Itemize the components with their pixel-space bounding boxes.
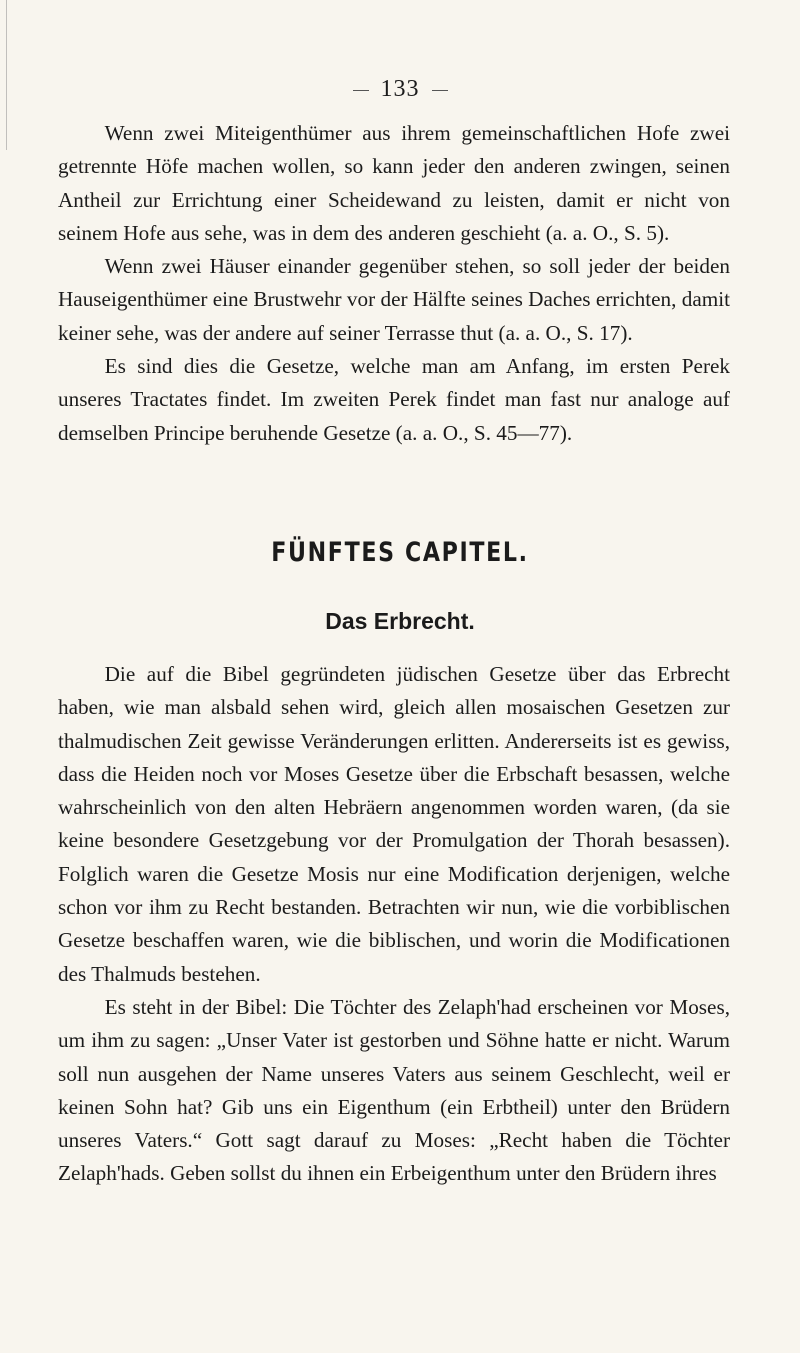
top-text-block — [58, 117, 730, 450]
page-edge-line — [6, 0, 7, 150]
left-dash-ornament — [353, 90, 369, 91]
paragraph-perek: Es sind dies die Gesetze, welche man am Anfang, im ersten Perek unseres Tractates findet. Im zweiten Perek findet man fast nur analoge auf demselben Principe beruhende Gesetze (a. a. O., S. 45—77). — [58, 354, 730, 445]
right-dash-ornament — [432, 90, 448, 91]
paragraph-scheidewand: Wenn zwei Miteigenthümer aus ihrem gemeinschaftlichen Hofe zwei getrennte Höfe machen wollen, so kann jeder den anderen zwingen, seinen Antheil zur Errichtung einer Scheidewand zu leisten, damit er nicht von seinem Hofe aus sehe, was in dem des anderen geschieht (a. a. O., S. 5). — [58, 121, 730, 245]
bottom-text-block — [58, 658, 730, 1191]
paragraph-erbrecht-intro: Die auf die Bibel gegründeten jüdischen Gesetze über das Erbrecht haben, wie man alsbald sehen wird, gleich allen mosaischen Gesetzen zur thalmudischen Zeit gewisse Veränderungen erlitten. Andererseits ist es gewiss, dass die Heiden noch vor Moses Gesetze über die Erbschaft besassen, welche wahrscheinlich von den alten Hebräern angenommen worden waren, (da sie keine besondere Gesetzgebung vor der Promulgation der Thorah besassen). Folglich waren die Gesetze Mosis nur eine Modification derjenigen, welche schon vor ihm zu Recht bestanden. Betrachten wir nun, wie die vorbiblischen Gesetze beschaffen waren, wie die biblischen, und worin die Modificationen des Thalmuds bestehen. — [58, 662, 730, 986]
paragraph-brustwehr: Wenn zwei Häuser einander gegenüber stehen, so soll jeder der beiden Hauseigenthümer eine Brustwehr vor der Hälfte seines Daches errichten, damit keiner sehe, was der andere auf seiner Terrasse thut (a. a. O., S. 17). — [58, 254, 730, 345]
page-number: 133 — [380, 76, 420, 102]
paragraph-zelaphhad: Es steht in der Bibel: Die Töchter des Zelaph'had erscheinen vor Moses, um ihm zu sagen: „Unser Vater ist gestorben und Söhne hatte er nicht. Warum soll nun ausgehen der Name unseres Vaters aus seinem Geschlecht, weil er keinen Sohn hat? Gib uns ein Eigenthum (ein Erbtheil) unter den Brüdern unseres Vaters.“ Gott sagt darauf zu Moses: „Recht haben die Töchter Zelaph'hads. Geben sollst du ihnen ein Erbeigenthum unter den Brüdern ihres — [58, 994, 730, 1186]
section-title: Das Erbrecht. — [325, 608, 475, 634]
chapter-title: FÜNFTES CAPITEL. — [271, 537, 529, 568]
page-number-header — [0, 76, 800, 103]
